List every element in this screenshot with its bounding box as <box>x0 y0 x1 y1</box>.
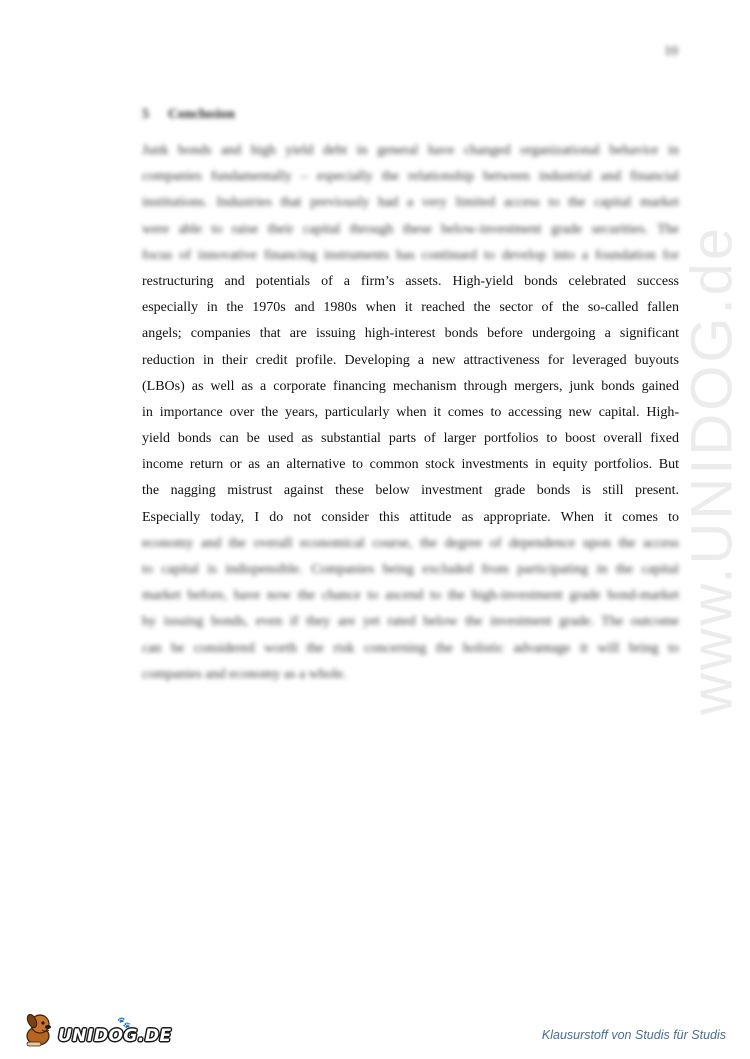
section-number: 5 <box>142 107 149 122</box>
footer-tagline: Klausurstoff von Studis für Studis <box>541 1028 726 1042</box>
text-line: in importance over the years, particularly when it comes to accessing new capital. High- <box>142 404 679 420</box>
section-heading <box>142 107 235 123</box>
unidog-logo[interactable] <box>24 1012 172 1048</box>
text-line: especially in the 1970s and 1980s when it reached the sector of the so-called fallen <box>142 300 679 316</box>
text-line: companies and economy as a whole. <box>142 666 347 682</box>
text-line: (LBOs) as well as a corporate financing mechanism through mergers, junk bonds gained <box>142 378 679 394</box>
section-title: Conclusion <box>168 107 235 122</box>
text-line: reduction in their credit profile. Developing a new attractiveness for leveraged buyouts <box>142 352 679 368</box>
conclusion-paragraph <box>142 138 679 688</box>
text-line: institutions. Industries that previously had a very limited access to the capital market <box>142 195 679 211</box>
paw-icon: 🐾 <box>117 1017 131 1029</box>
text-line: Junk bonds and high yield debt in general have changed organizational behavior in <box>142 143 679 158</box>
text-line: companies fundamentally – especially the relationship between industrial and financial <box>142 169 679 185</box>
text-line: to capital is indispensible. Companies being excluded from participating in the capital <box>142 562 679 577</box>
text-line: economy and the overall economical course, the degree of dependence upon the access <box>142 535 679 551</box>
text-line: market before, have now the chance to ascend to the high-investment grade bond-market <box>142 588 679 604</box>
text-line: yield bonds can be used as substantial parts of larger portfolios to boost overall fixed <box>142 431 679 447</box>
watermark: www.UNIDOG.de <box>679 224 745 716</box>
text-line: income return or as an alternative to common stock investments in equity portfolios. But <box>142 457 679 473</box>
text-line: Especially today, I do not consider this attitude as appropriate. When it comes to <box>142 509 679 525</box>
logo-text: UNIDOG.DE <box>58 1026 172 1046</box>
text-line: focus of innovative financing instruments has continued to develop into a foundation for <box>142 247 679 263</box>
text-line: were able to raise their capital through these below-investment grade securities. The <box>142 221 679 237</box>
text-line: can be considered worth the risk concerning the holistic advantage it will bring to <box>142 640 679 656</box>
text-line: angels; companies that are issuing high-interest bonds before undergoing a significant <box>142 326 679 342</box>
text-line: the nagging mistrust against these below investment grade bonds is still present. <box>142 483 679 499</box>
text-line: restructuring and potentials of a firm’s assets. High-yield bonds celebrated success <box>142 273 679 289</box>
text-line: by issuing bonds, even if they are yet rated below the investment grade. The outcome <box>142 614 679 630</box>
page-number: 10 <box>664 44 678 59</box>
